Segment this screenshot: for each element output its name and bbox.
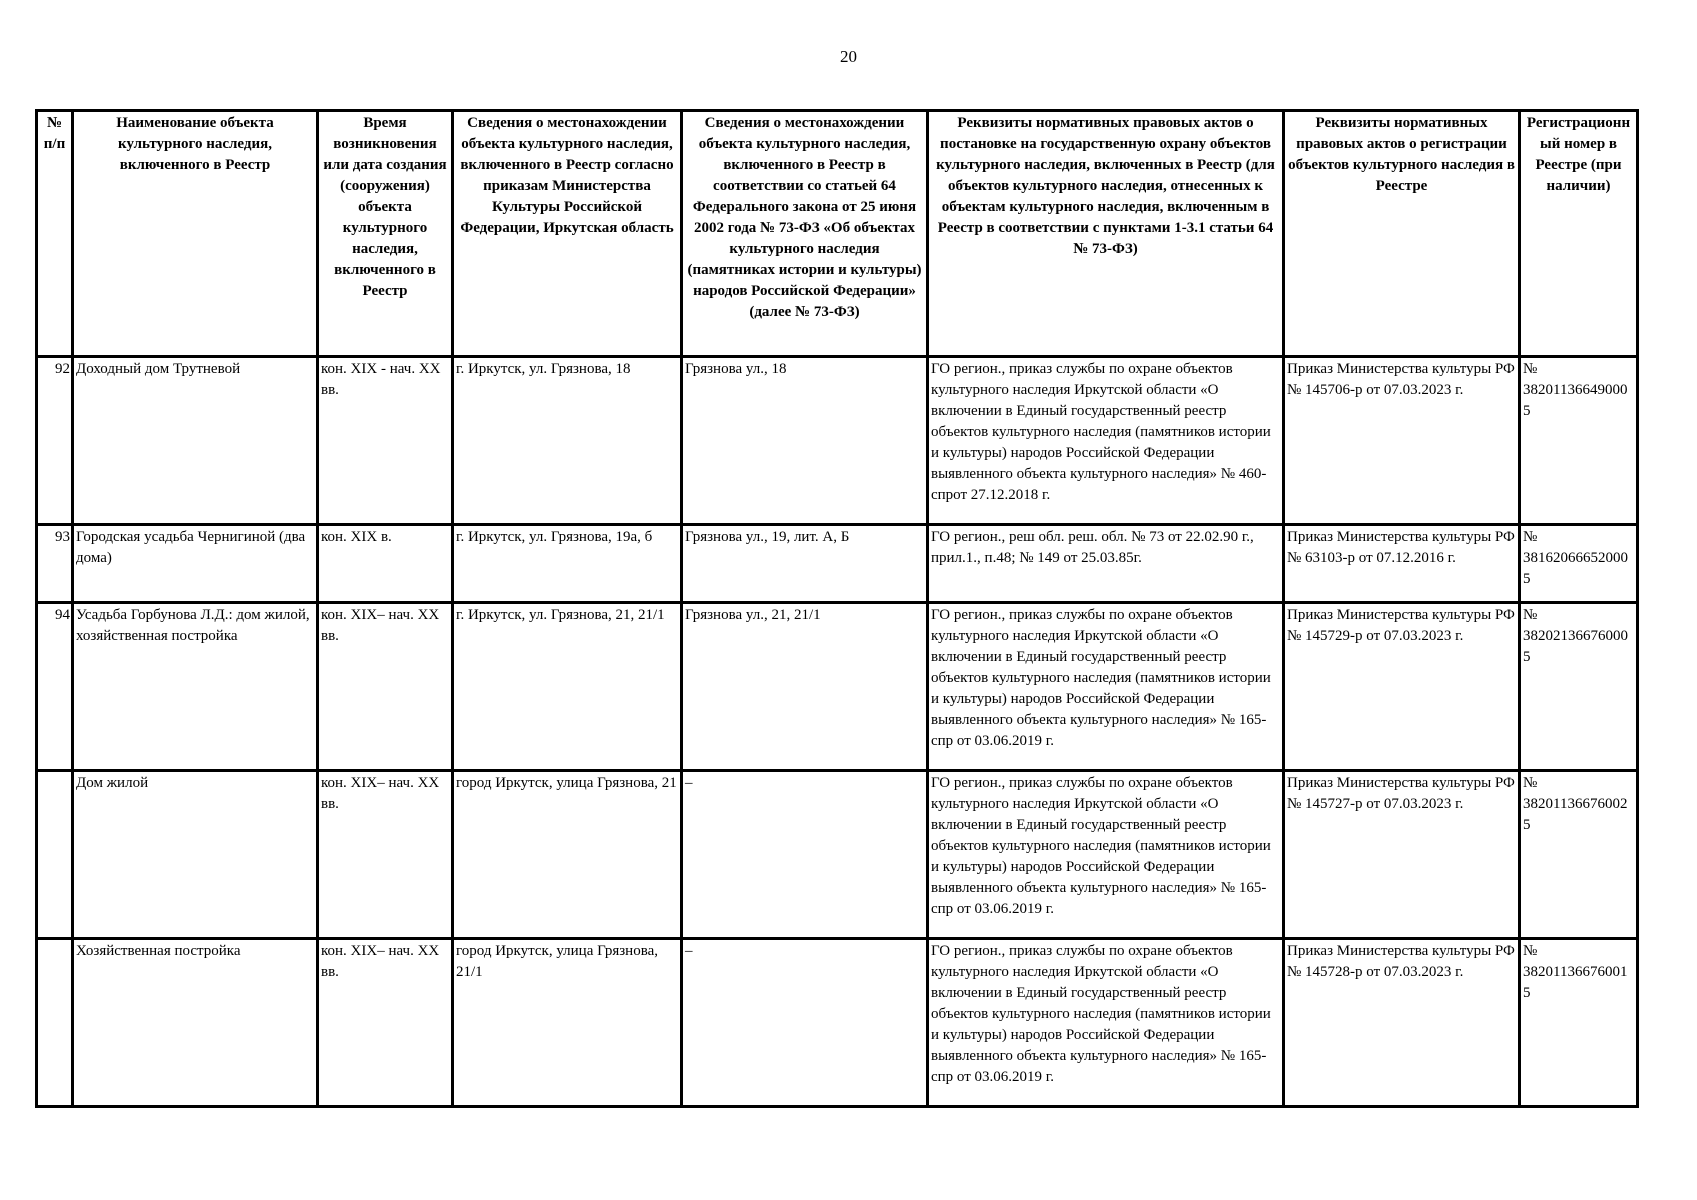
address-law: – xyxy=(682,939,928,1107)
registration-act: Приказ Министерства культуры РФ № 145728-р от 07.03.2023 г. xyxy=(1284,939,1520,1107)
header-registration-act: Реквизиты нормативных правовых актов о регистрации объектов культурного наследия в Реестре xyxy=(1284,111,1520,357)
table-row xyxy=(37,771,1638,939)
row-number xyxy=(37,939,73,1107)
protection-act: ГО регион., приказ службы по охране объектов культурного наследия Иркутской области «О включении в Единый государственный реестр объектов культурного наследия (памятников истории и культуры) народов Российской Федерации выявленного объекта культурного наследия» № 165-спр от 03.06.2019 г. xyxy=(928,771,1284,939)
address-law: – xyxy=(682,771,928,939)
object-name: Дом жилой xyxy=(73,771,318,939)
header-registration-number: Регистрационный номер в Реестре (при наличии) xyxy=(1520,111,1638,357)
registration-number: № 382011366760015 xyxy=(1520,939,1638,1107)
table-row xyxy=(37,603,1638,771)
registration-number: № 382011366760025 xyxy=(1520,771,1638,939)
registration-act: Приказ Министерства культуры РФ № 145729-р от 07.03.2023 г. xyxy=(1284,603,1520,771)
registration-act: Приказ Министерства культуры РФ № 63103-р от 07.12.2016 г. xyxy=(1284,525,1520,603)
address-ministry: город Иркутск, улица Грязнова, 21 xyxy=(453,771,682,939)
header-protection-act: Реквизиты нормативных правовых актов о постановке на государственную охрану объектов культурного наследия, включенных в Реестр (для объектов культурного наследия, отнесенных к объектам культурного наследия, включенным в Реестр в соответствии с пунктами 1-3.1 статьи 64 № 73-ФЗ) xyxy=(928,111,1284,357)
registration-act: Приказ Министерства культуры РФ № 145706-р от 07.03.2023 г. xyxy=(1284,357,1520,525)
object-name: Хозяйственная постройка xyxy=(73,939,318,1107)
row-number: 92 xyxy=(37,357,73,525)
row-number: 94 xyxy=(37,603,73,771)
table-row xyxy=(37,357,1638,525)
registration-number: № 381620666520005 xyxy=(1520,525,1638,603)
protection-act: ГО регион., приказ службы по охране объектов культурного наследия Иркутской области «О включении в Единый государственный реестр объектов культурного наследия (памятников истории и культуры) народов Российской Федерации выявленного объекта культурного наследия» № 165-спр от 03.06.2019 г. xyxy=(928,603,1284,771)
header-creation-date: Время возникновения или дата создания (сооружения) объекта культурного наследия, включенного в Реестр xyxy=(318,111,453,357)
address-ministry: г. Иркутск, ул. Грязнова, 21, 21/1 xyxy=(453,603,682,771)
protection-act: ГО регион., приказ службы по охране объектов культурного наследия Иркутской области «О включении в Единый государственный реестр объектов культурного наследия (памятников истории и культуры) народов Российской Федерации выявленного объекта культурного наследия» № 460-спрот 27.12.2018 г. xyxy=(928,357,1284,525)
creation-date: кон. XIX в. xyxy=(318,525,453,603)
address-ministry: г. Иркутск, ул. Грязнова, 18 xyxy=(453,357,682,525)
address-law: Грязнова ул., 19, лит. А, Б xyxy=(682,525,928,603)
address-law: Грязнова ул., 18 xyxy=(682,357,928,525)
address-ministry: г. Иркутск, ул. Грязнова, 19а, б xyxy=(453,525,682,603)
creation-date: кон. XIX– нач. XX вв. xyxy=(318,939,453,1107)
heritage-registry-table xyxy=(35,109,1639,1108)
creation-date: кон. XIX - нач. XX вв. xyxy=(318,357,453,525)
object-name: Городская усадьба Чернигиной (два дома) xyxy=(73,525,318,603)
table-header-row xyxy=(37,111,1638,357)
object-name: Доходный дом Трутневой xyxy=(73,357,318,525)
address-ministry: город Иркутск, улица Грязнова, 21/1 xyxy=(453,939,682,1107)
object-name: Усадьба Горбунова Л.Д.: дом жилой, хозяйственная постройка xyxy=(73,603,318,771)
protection-act: ГО регион., реш обл. реш. обл. № 73 от 22.02.90 г., прил.1., п.48; № 149 от 25.03.85г. xyxy=(928,525,1284,603)
row-number: 93 xyxy=(37,525,73,603)
header-number: № п/п xyxy=(37,111,73,357)
header-object-name: Наименование объекта культурного наследия, включенного в Реестр xyxy=(73,111,318,357)
table-row xyxy=(37,939,1638,1107)
registration-number: № 382011366490005 xyxy=(1520,357,1638,525)
address-law: Грязнова ул., 21, 21/1 xyxy=(682,603,928,771)
creation-date: кон. XIX– нач. XX вв. xyxy=(318,771,453,939)
registration-number: № 382021366760005 xyxy=(1520,603,1638,771)
registration-act: Приказ Министерства культуры РФ № 145727-р от 07.03.2023 г. xyxy=(1284,771,1520,939)
header-address-ministry: Сведения о местонахождении объекта культурного наследия, включенного в Реестр согласно приказам Министерства Культуры Российской Федерации, Иркутская область xyxy=(453,111,682,357)
page-number: 20 xyxy=(840,47,857,66)
header-address-law: Сведения о местонахождении объекта культурного наследия, включенного в Реестр в соответствии со статьей 64 Федерального закона от 25 июня 2002 года № 73-ФЗ «Об объектах культурного наследия (памятниках истории и культуры) народов Российской Федерации» (далее № 73-ФЗ) xyxy=(682,111,928,357)
protection-act: ГО регион., приказ службы по охране объектов культурного наследия Иркутской области «О включении в Единый государственный реестр объектов культурного наследия (памятников истории и культуры) народов Российской Федерации выявленного объекта культурного наследия» № 165-спр от 03.06.2019 г. xyxy=(928,939,1284,1107)
row-number xyxy=(37,771,73,939)
table-row xyxy=(37,525,1638,603)
creation-date: кон. XIX– нач. XX вв. xyxy=(318,603,453,771)
